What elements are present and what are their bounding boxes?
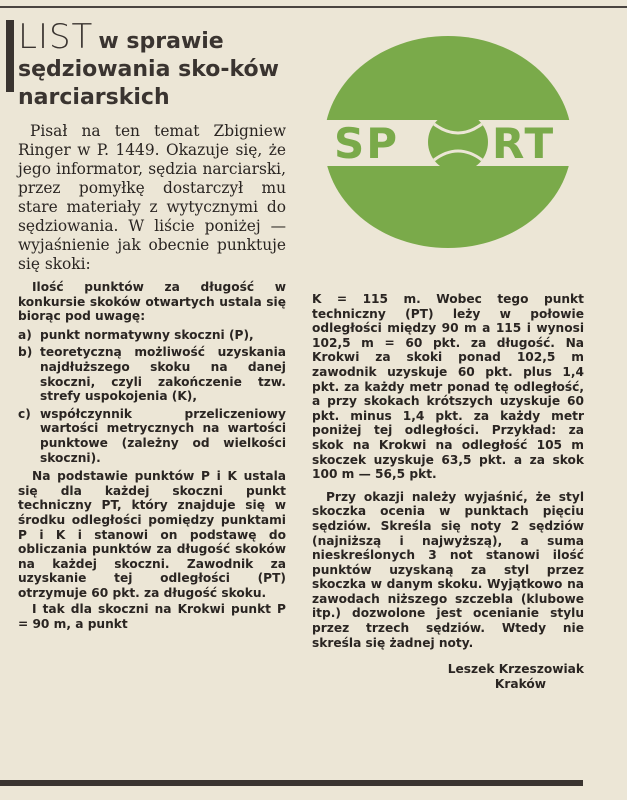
- author-name: Leszek Krzeszowiak: [447, 662, 584, 677]
- title-word: LIST: [18, 17, 94, 57]
- list-item-label: a): [18, 327, 32, 342]
- signature: [312, 662, 584, 691]
- list-item-label: c): [18, 406, 31, 421]
- logo-ball-icon: [428, 112, 488, 172]
- list-item-text: teoretyczną możliwość uzyskania najdłuższego skoku na danej skoczni, czyli zakończenie tzw. strefy uspokojenia (K),: [40, 345, 286, 404]
- article-body: [18, 280, 286, 632]
- article-title: [18, 17, 286, 112]
- intro-paragraph: Ilość punktów za długość w konkursie skoków otwartych ustala się biorąc pod uwagę:: [18, 280, 286, 324]
- logo-text-left: SP: [334, 119, 400, 168]
- logo-text-right: RT: [492, 119, 556, 168]
- criteria-list: [18, 328, 286, 465]
- body-paragraph: Na podstawie punktów P i K ustala się dla każdej skoczni punkt techniczny PT, który znajduje się w środku odległości pomiędzy punktami P i K i stanowi on podstawę do obliczania punktów za długość skoków na każdej skoczni. Zawodnik za uzyskanie tej odległości (PT) otrzymuje 60 pkt. za długość skoku.: [18, 469, 286, 600]
- author-city: Kraków: [494, 676, 546, 691]
- title-bar-decoration: [6, 20, 14, 92]
- bottom-rule: [0, 780, 583, 786]
- body-paragraph: K = 115 m. Wobec tego punkt techniczny (PT) leży w połowie odległości między 90 m a 115 i wynosi 102,5 m = 60 pkt. za długość. Na Krokwi za skoki ponad 102,5 m zawodnik uzyskuje 60 pkt. plus 1,4 pkt. za każdy metr ponad tę odległość, a przy skokach krótszych uzyskuje 60 pkt. minus 1,4 pkt. za każdy metr poniżej tej odległości. Przykład: za skok na Krokwi na odległość 105 m skoczek uzyskuje 63,5 pkt. a za skok 100 m — 56,5 pkt.: [312, 292, 584, 482]
- list-item: [18, 328, 286, 343]
- body-paragraph: I tak dla skoczni na Krokwi punkt P = 90 m, a punkt: [18, 602, 286, 632]
- top-rule: [0, 6, 627, 8]
- list-item: [18, 345, 286, 403]
- sport-logo: [312, 24, 584, 264]
- list-item-label: b): [18, 345, 33, 360]
- list-item-text: punkt normatywny skoczni (P),: [40, 327, 254, 342]
- article-lead: Pisał na ten temat Zbigniew Ringer w P. 1449. Okazuje się, że jego informator, sędzia narciarski, przez pomyłkę dostarczył mu stare materiały z wytycznymi do sędziowania. W liście poniżej — wyjaśnienie jak obecnie punktuje się skoki:: [18, 122, 286, 273]
- article-right-column: [312, 292, 584, 691]
- article-left-column: [18, 17, 286, 634]
- body-paragraph: Przy okazji należy wyjaśnić, że styl skoczka ocenia w punktach pięciu sędziów. Skreśla się noty 2 sędziów (najniższą i najwyższą), a suma nieskreślonych 3 not stanowi ilość punktów uzyskaną za styl przez skoczka w danym skoku. Wyjątkowo na zawodach niższego szczebla (klubowe itp.) dozwolone jest ocenianie stylu przez trzech sędziów. Wtedy nie skreśla się żadnej noty.: [312, 489, 584, 650]
- title-rest: w sprawie sędziowania sko-ków narciarskich: [18, 29, 279, 110]
- list-item-text: współczynnik przeliczeniowy wartości metrycznych na wartości punktowe (zależny od wielkości skoczni).: [40, 406, 286, 465]
- list-item: [18, 407, 286, 465]
